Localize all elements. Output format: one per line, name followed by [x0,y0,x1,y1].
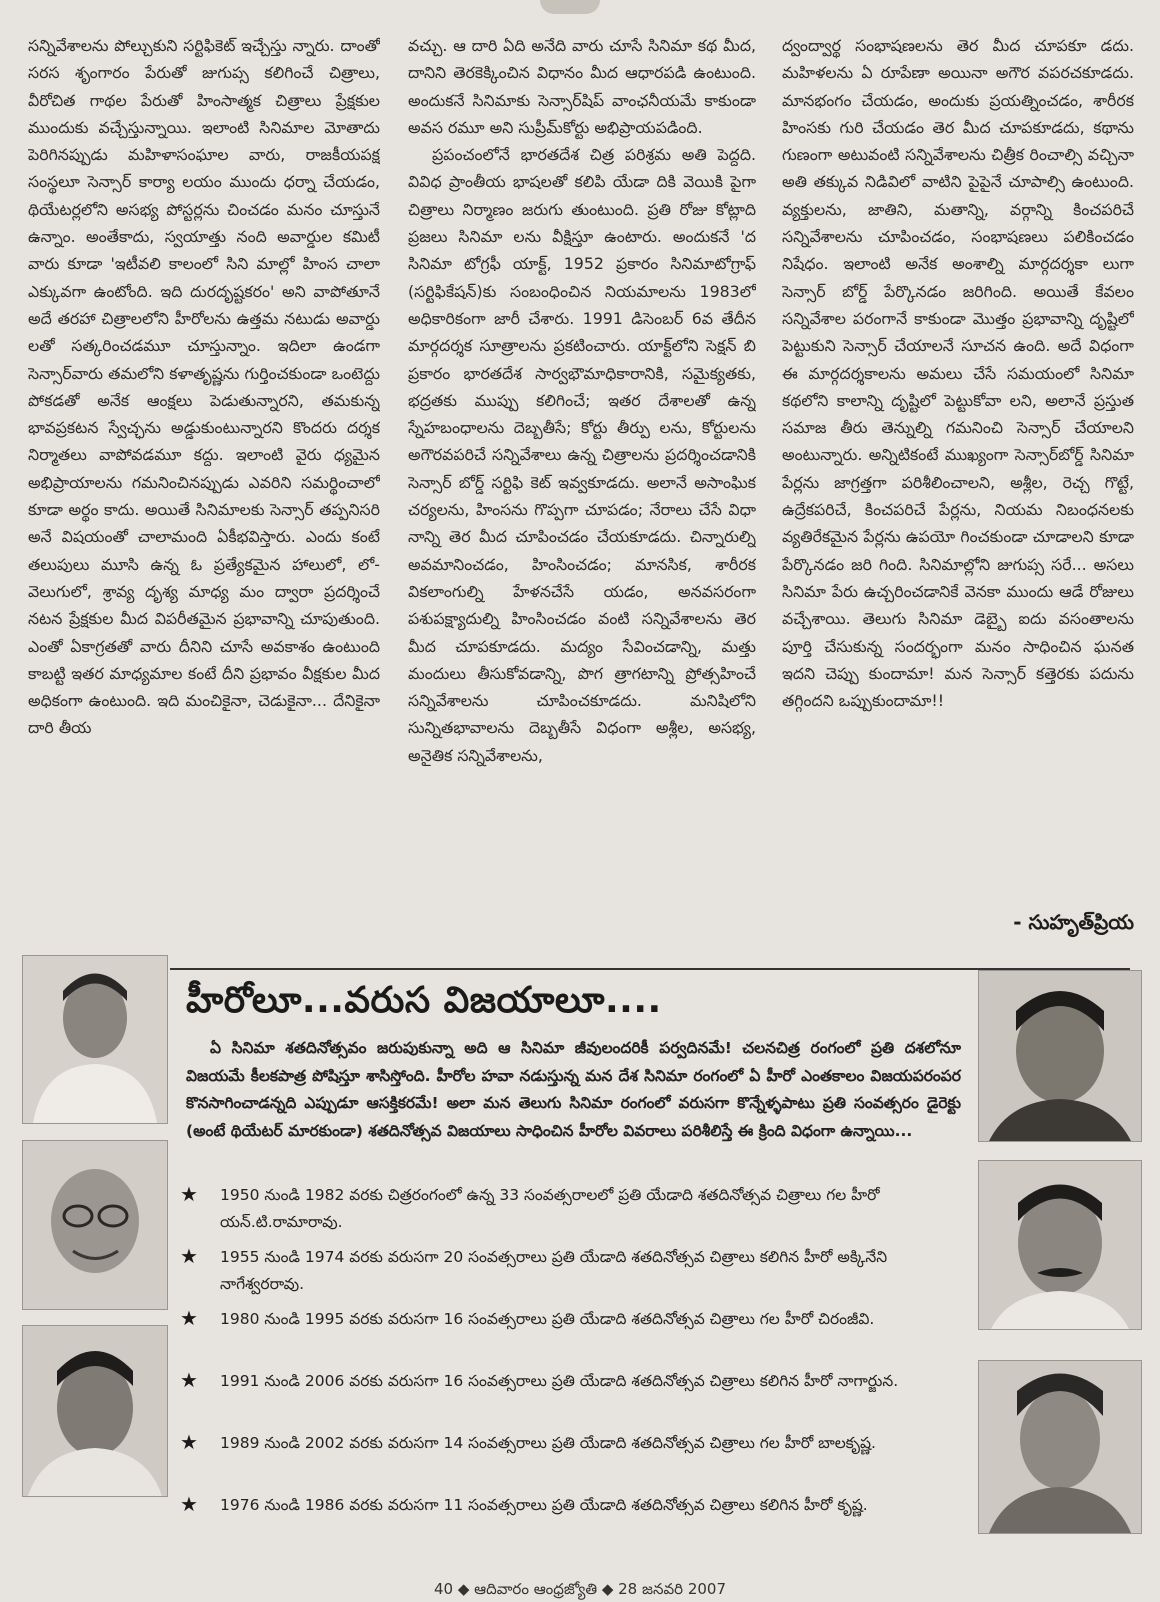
box-intro [186,1035,961,1145]
article-column-2 [408,32,756,944]
box-intro-text: ఏ సినిమా శతదినోత్సవం జరుపుకున్నా అది ఆ సినిమా జీవులందరికీ పర్వదినమే! చలనచిత్ర రంగంలో ప్రతి దశలోనూ విజయమే కీలకపాత్ర పోషిస్తూ శాసిస్తోంది. హీరోల హవా నడుస్తున్న మన దేశ సినిమా రంగంలో ఏ హీరో ఎంతకాలం విజయపరంపర కొనసాగించాడన్నది ఎప్పుడూ ఆసక్తికరమే! అలా మన తెలుగు సినిమా రంగంలో వరుసగా కొన్నేళ్ళపాటు ప్రతి సంవత్సరం డైరెక్టు (అంటే థియేటర్ మారకుండా) శతదినోత్సవ విజయాలు సాధించిన హీరోల వివరాలు పరిశీలిస్తే ఈ క్రింది విధంగా ఉన్నాయి... [186,1039,961,1140]
page-footer: 40 ◆ ఆదివారం ఆంధ్రజ్యోతి ◆ 28 జనవరి 2007 [433,1580,726,1598]
article-paragraph: ప్రపంచంలోనే భారతదేశ చిత్ర పరిశ్రమ అతి పెద్దది. వివిధ ప్రాంతీయ భాషలతో కలిపి యేడా దికి వెయికి పైగా చిత్రాలు నిర్మాణం జరుగు తుంటుంది. ప్రతి రోజు కోట్లాది ప్రజలు సినిమా లను వీక్షిస్తూ ఉంటారు. అందుకనే 'ద సినిమా టోగ్రఫీ యాక్ట్, 1952 ప్రకారం సినిమాటోగ్రాఫ్ (సర్టిఫికేషన్)కు సంబంధించిన నియమాలను 1983లో అధికారికంగా జారీ చేశారు. 1991 డిసెంబర్ 6వ తేదీన మార్గదర్శక సూత్రాలను ప్రకటించారు. యాక్ట్‌లోని సెక్షన్ బి ప్రకారం భారతదేశ సార్వభౌమాధికారానికి, సమైక్యతకు, భద్రతకు ముప్పు కలిగించే; ఇతర దేశాలతో ఉన్న స్నేహబంధాలను దెబ్బతీసే; కోర్టు తీర్పు లను, కోర్టులను అగౌరవపరిచే సన్నివేశాలు ఉన్న చిత్రాలను ప్రదర్శించడానికి సెన్సార్ బోర్డ్ సర్టిఫి కెట్ ఇవ్వకూడదు. అలానే అసాంఘిక చర్యలను, హింసను గొప్పగా చూపడం; నేరాలు చేసే విధా నాన్ని తెర మీద చూపించడం చేయకూడదు. చిన్నారుల్ని అవమానించడం, హింసించడం; మానసిక, శారీరక వికలాంగుల్ని హేళనచేసే యడం, అనవసరంగా పశుపక్ష్యాదుల్ని హింసించడం వంటి సన్నివేశాలను తెర మీద చూపకూడదు. మద్యం సేవించడాన్ని, మత్తు మందులు తీసుకోవడాన్ని, పొగ త్రాగటాన్ని ప్రోత్సహించే సన్నివేశాలను చూపించకూడదు. మనిషిలోని సున్నితభావాలను దెబ్బతీసే విధంగా అశ్లీల, అసభ్య, అనైతిక సన్నివేశాలను, [408,145,756,765]
portrait-photo-anr [22,1140,168,1310]
list-item [180,1182,955,1236]
author-byline: - సుహృత్‌ప్రియ [1013,910,1134,934]
hero-record-list [180,1182,955,1554]
portrait-photo-nagarjuna [978,1360,1142,1534]
article-column-3 [782,32,1134,912]
portrait-photo-krishna [22,1325,168,1497]
star-icon: ★ [180,1368,198,1392]
list-item-text: 1955 నుండి 1974 వరకు వరుసగా 20 సంవత్సరాలు ప్రతి యేడాది శతదినోత్సవ చిత్రాలు కలిగిన హీరో అక్కినేని నాగేశ్వరరావు. [220,1248,888,1293]
article-paragraph: సన్నివేశాలను పోల్చుకుని సర్టిఫికెట్ ఇచ్చేస్తు న్నారు. దాంతో సరస శృంగారం పేరుతో జుగుప్స కలిగించే చిత్రాలు, వీరోచిత గాథల పేరుతో హింసాత్మక చిత్రాలు ప్రేక్షకుల ముందుకు వచ్చేస్తున్నాయి. ఇలాంటి సినిమాల మోతాదు పెరిగినప్పుడు మహిళాసంఘాల వారు, రాజకీయపక్ష సంస్థలూ సెన్సార్ కార్యా లయం ముందు ధర్నా చేయడం, థియేటర్లలోని అసభ్య పోస్టర్లను చించడం మనం చూస్తునే ఉన్నాం. అంతేకాదు, స్వయాత్తు నంది అవార్డుల కమిటీ వారు కూడా 'ఇటీవలి కాలంలో సిని మాల్లో హింస చాలా ఎక్కువగా ఉంటోంది. ఇది దురదృష్టకరం' అని వాపోతూనే అదే తరహా చిత్రాలలోని హీరోలను ఉత్తమ నటుడు అవార్డు లతో సత్కరించడమూ చూస్తున్నాం. ఇదిలా ఉండగా సెన్సార్‌వారు తమలోని కళాతృష్ణను గుర్తించకుండా ఒంటెద్దు పోకడతో అనేక ఆంక్షలు పెడుతున్నారని, తమకున్న భావప్రకటన స్వేచ్ఛను అడ్డుకుంటున్నారని కొందరు దర్శక నిర్మాతలు వాపోవడమూ కద్దు. ఇలాంటి వైరు ధ్యమైన అభిప్రాయాలను గమనించినప్పుడు ఎవరిని సమర్థించాలో కూడా అర్థం కాదు. అయితే సినిమాలకు సెన్సార్ తప్పనిసరి అనే విషయంతో చాలామంది ఏకీభవిస్తారు. ఎందు కంటే తలుపులు మూసి ఉన్న ఓ ప్రత్యేకమైన హాలులో, లో- వెలుగులో, శ్రావ్య దృశ్య మాధ్య మం ద్వారా ప్రదర్శించే నటన ప్రేక్షకుల మీద విపరీతమైన ప్రభావాన్ని చూపుతుంది. ఎంతో ఏకాగ్రతతో వారు దీనిని చూసే అవకాశం ఉంటుంది కాబట్టి ఇతర మాధ్యమాల కంటే దీని ప్రభావం వీక్షకుల మీద అధికంగా ఉంటుంది. ఇది మంచికైనా, చెడుకైనా... దేనికైనా దారి తీయ [28,36,380,738]
star-icon: ★ [180,1492,198,1516]
list-item [180,1492,955,1546]
list-item-text: 1950 నుండి 1982 వరకు చిత్రరంగంలో ఉన్న 33 సంవత్సరాలలో ప్రతి యేడాది శతదినోత్సవ చిత్రాలు గల హీరో యన్.టి.రామారావు. [220,1186,880,1231]
list-item [180,1368,955,1422]
top-ornament [540,0,600,14]
star-icon: ★ [180,1430,198,1454]
star-icon: ★ [180,1306,198,1330]
portrait-photo-ntr [22,955,168,1124]
article-paragraph: ద్వంద్వార్థ సంభాషణలను తెర మీద చూపకూ డదు. మహిళలను ఏ రూపేణా అయినా అగౌర వపరచకూడదు. మానభంగం చేయడం, అందుకు ప్రయత్నించడం, శారీరక హింసకు గురి చేయడం తెర మీద చూపకూడదు, కథాను గుణంగా అటువంటి సన్నివేశాలను చిత్రీక రించాల్సి వచ్చినా అతి తక్కువ నిడివిలో వాటిని పైపైనే చూపాల్సి ఉంటుంది. వ్యక్తులను, జాతిని, మతాన్ని, వర్గాన్ని కించపరిచే సన్నివేశాలను చూపించడం, సంభాషణలు పలికించడం నిషేధం. ఇలాంటి అనేక అంశాల్ని మార్గదర్శకా లుగా సెన్సార్ బోర్డ్ పేర్కొనడం జరిగింది. అయితే కేవలం సన్నివేశాల పరంగానే కాకుండా మొత్తం ప్రభావాన్ని దృష్టిలో పెట్టుకుని సెన్సార్ చేయాలనే సూచన ఉంది. అదే విధంగా ఈ మార్గదర్శకాలను అమలు చేసే సమయంలో సినిమా కథలోని కాలాన్ని దృష్టిలో పెట్టుకోవా లని, అలానే ప్రస్తుత సమాజ తీరు తెన్నుల్ని గమనించి సెన్సార్ చేయాలని అంటున్నారు. అన్నిటికంటే ముఖ్యంగా సెన్సార్‌బోర్డ్ సినిమా పేర్లను జాగ్రత్తగా పరిశీలించాలని, అశ్లీల, రెచ్చ గొట్టే, ఉద్రేకపరిచే, కించపరిచే పేర్లను, నియమ నిబంధనలకు వ్యతిరేకమైన పేర్లను ఉపయో గించకుండా చూడాలని కూడా పేర్కొనడం జరి గింది. సినిమాల్లోని జుగుప్స సరే... అసలు సినిమా పేరు ఉచ్చరించడానికే వెనకా ముందు ఆడే రోజులు వచ్చేశాయి. తెలుగు సినిమా డెబ్బై ఐదు వసంతాలను పూర్తి చేసుకున్న సందర్భంగా మనం సాధించిన ఘనత ఇదని చెప్పు కుందామా! మన సెన్సార్ కత్తెరకు పదును తగ్గిందని ఒప్పుకుందామా!! [782,36,1134,711]
list-item-text: 1991 నుండి 2006 వరకు వరుసగా 16 సంవత్సరాలు ప్రతి యేడాది శతదినోత్సవ చిత్రాలు కలిగిన హీరో నాగార్జున. [220,1372,899,1390]
box-heading: హీరోలూ...వరుస విజయాలూ.... [186,980,662,1021]
portrait-photo-chiranjeevi [978,970,1142,1142]
list-item [180,1430,955,1484]
list-item [180,1244,955,1298]
star-icon: ★ [180,1182,198,1206]
article-column-1 [28,32,380,944]
list-item [180,1306,955,1360]
star-icon: ★ [180,1244,198,1268]
list-item-text: 1980 నుండి 1995 వరకు వరుసగా 16 సంవత్సరాలు ప్రతి యేడాది శతదినోత్సవ చిత్రాలు గల హీరో చిరంజీవి. [220,1310,875,1328]
list-item-text: 1976 నుండి 1986 వరకు వరుసగా 11 సంవత్సరాలు ప్రతి యేడాది శతదినోత్సవ చిత్రాలు కలిగిన హీరో కృష్ణ. [220,1496,868,1514]
portrait-photo-balakrishna [978,1160,1142,1330]
list-item-text: 1989 నుండి 2002 వరకు వరుసగా 14 సంవత్సరాలు ప్రతి యేడాది శతదినోత్సవ చిత్రాలు గల హీరో బాలకృష్ణ. [220,1434,876,1452]
article-paragraph: వచ్చు. ఆ దారి ఏది అనేది వారు చూసే సినిమా కథ మీద, దానిని తెరకెక్కించిన విధానం మీద ఆధారపడి ఉంటుంది. అందుకనే సినిమాకు సెన్సార్‌షిప్ వాంఛనీయమే కాకుండా అవస రమూ అని సుప్రీమ్‌కోర్టు అభిప్రాయపడింది. [408,36,756,137]
